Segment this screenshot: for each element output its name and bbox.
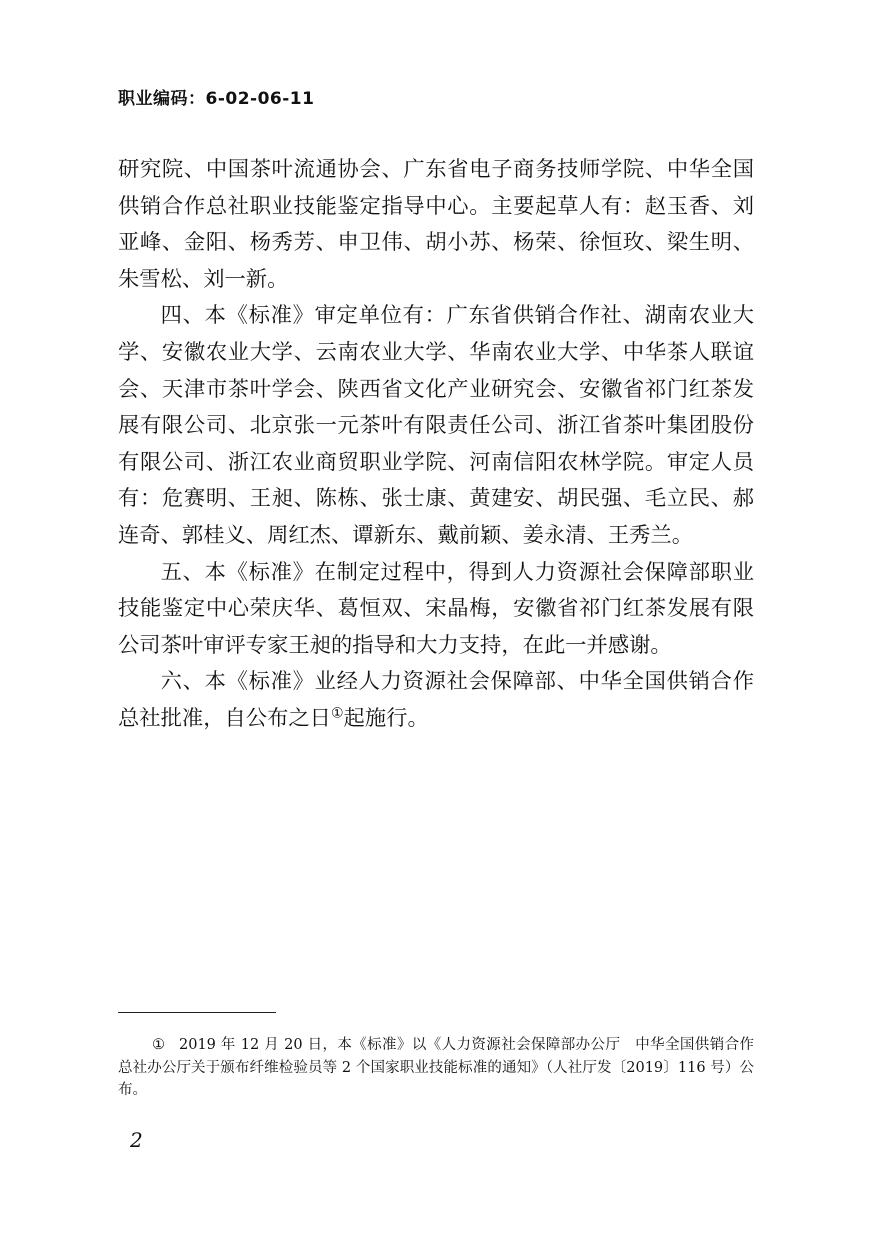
- occupation-code-header: 职业编码：6-02-06-11: [118, 89, 315, 109]
- paragraph-drafters: 研究院、中国茶叶流通协会、广东省电子商务技师学院、中华全国供销合作总社职业技能鉴定指导中心。主要起草人有：赵玉香、刘亚峰、金阳、杨秀芳、申卫伟、胡小苏、杨荣、徐恒玫、梁生明、朱雪松、刘一新。: [118, 157, 754, 292]
- footnote-divider: [118, 1012, 276, 1013]
- approval-text-end: 起施行。: [343, 705, 429, 731]
- body-text: [118, 152, 754, 738]
- footnote-number: ①: [152, 1037, 165, 1053]
- footnote-text: 2019 年 12 月 20 日，本《标准》以《人力资源社会保障部办公厅 中华全国供销合作总社办公厅关于颁布纤维检验员等 2 个国家职业技能标准的通知》（人社厅发〔2019〕116 号）公布。: [118, 1037, 754, 1098]
- paragraph-reviewers: 四、本《标准》审定单位有：广东省供销合作社、湖南农业大学、安徽农业大学、云南农业大学、华南农业大学、中华茶人联谊会、天津市茶叶学会、陕西省文化产业研究会、安徽省祁门红茶发展有限公司、北京张一元茶叶有限责任公司、浙江省茶叶集团股份有限公司、浙江农业商贸职业学院、河南信阳农林学院。审定人员有：危赛明、王昶、陈栋、张士康、黄建安、胡民强、毛立民、郝连奇、郭桂义、周红杰、谭新东、戴前颖、姜永清、王秀兰。: [118, 303, 754, 548]
- page-number: 2: [130, 1128, 143, 1152]
- approval-text: 六、本《标准》业经人力资源社会保障部、中华全国供销合作总社批准，自公布之日: [118, 669, 754, 731]
- paragraph-approval: [118, 664, 754, 737]
- paragraph-acknowledgements: 五、本《标准》在制定过程中，得到人力资源社会保障部职业技能鉴定中心荣庆华、葛恒双、宋晶梅，安徽省祁门红茶发展有限公司茶叶审评专家王昶的指导和大力支持，在此一并感谢。: [118, 559, 754, 658]
- footnote: [118, 1034, 754, 1102]
- footnote-reference[interactable]: ①: [330, 705, 344, 722]
